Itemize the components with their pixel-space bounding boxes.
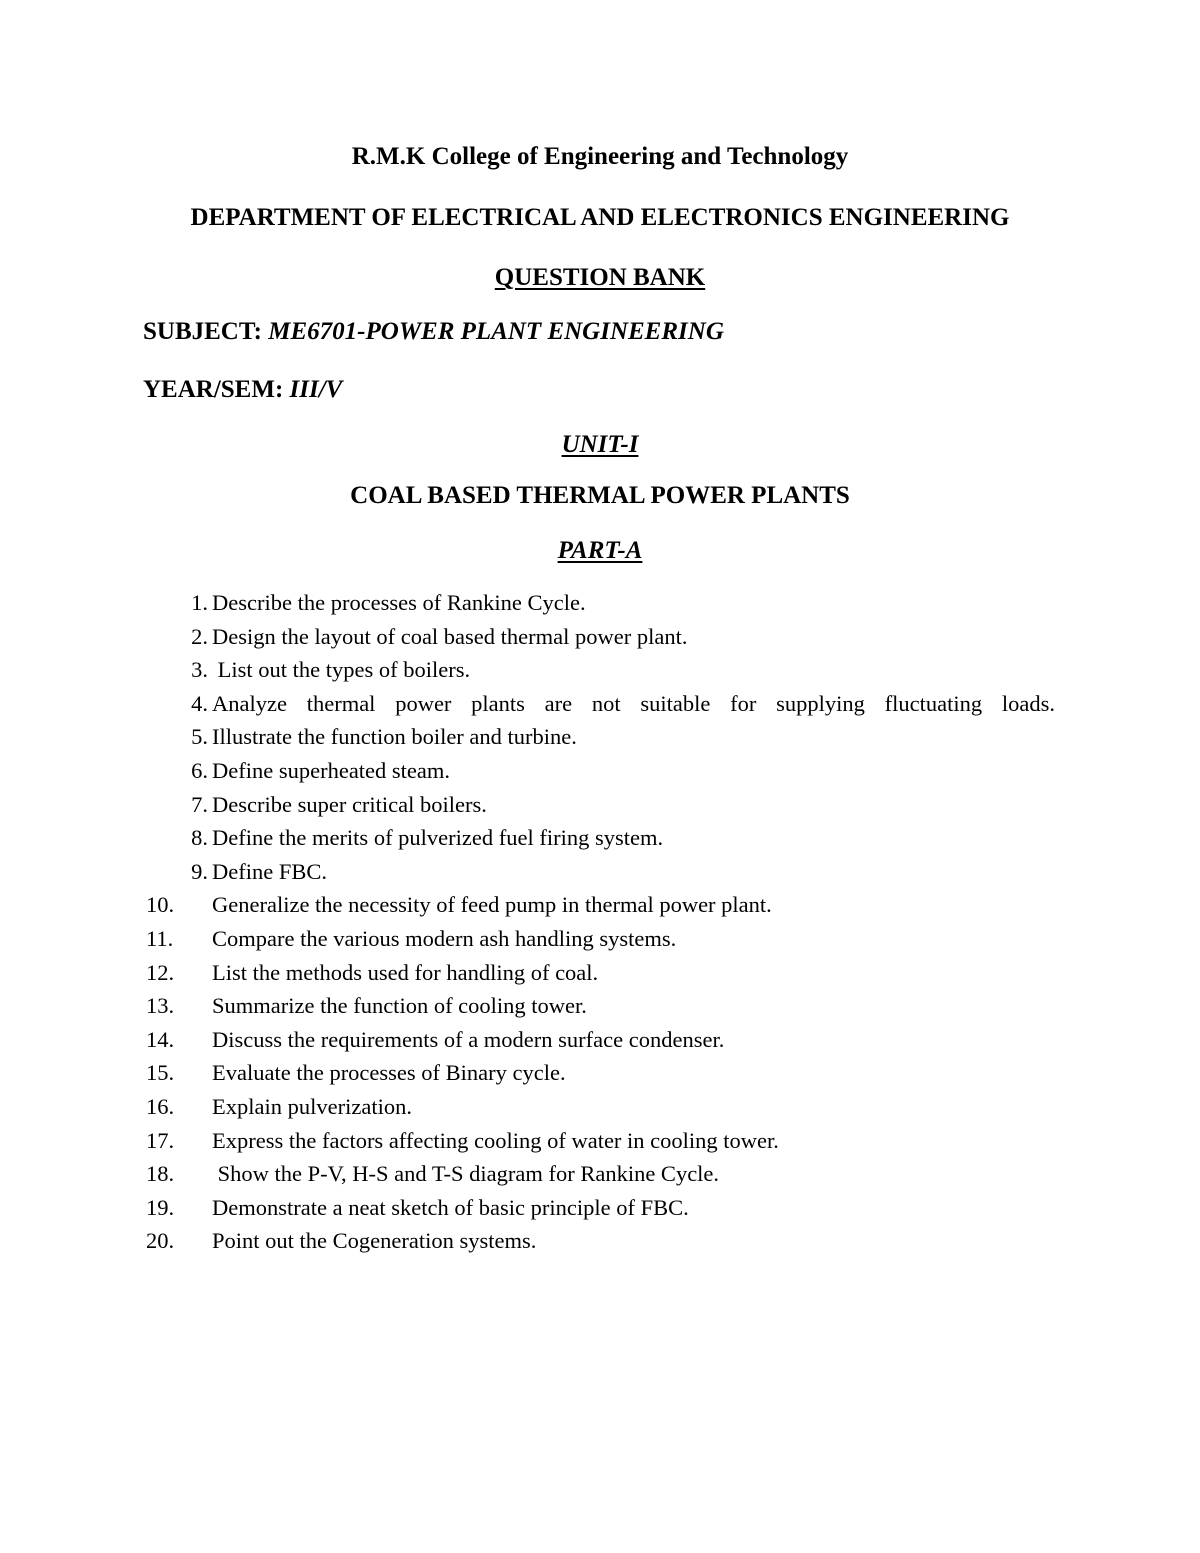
subject-value: ME6701-POWER PLANT ENGINEERING: [268, 318, 724, 345]
question-text: List out the types of boilers.: [212, 657, 471, 683]
unit-heading: [0, 430, 1200, 460]
department-title: DEPARTMENT OF ELECTRICAL AND ELECTRONICS ENGINEERING: [190, 204, 1010, 231]
question-text: Define the merits of pulverized fuel firing system.: [212, 825, 664, 851]
question-text: Explain pulverization.: [212, 1093, 412, 1119]
question-item: [0, 890, 1200, 924]
year-sem-line: [143, 375, 342, 405]
unit-label: UNIT-I: [561, 431, 639, 458]
question-number: 3.: [191, 657, 208, 683]
question-text: Point out the Cogeneration systems.: [212, 1228, 537, 1254]
question-item: [0, 588, 1200, 622]
question-text: Summarize the function of cooling tower.: [212, 993, 587, 1019]
year-sem-label: YEAR/SEM:: [143, 376, 284, 403]
question-item: [0, 1025, 1200, 1059]
question-number: 13.: [146, 993, 175, 1019]
question-item: [0, 1092, 1200, 1126]
question-number: 17.: [146, 1127, 175, 1153]
question-item: [0, 1058, 1200, 1092]
question-text: Generalize the necessity of feed pump in thermal power plant.: [212, 892, 772, 918]
question-text: Analyze thermal power plants are not suitable for supplying fluctuating loads.: [212, 690, 1055, 716]
question-number: 18.: [146, 1161, 175, 1187]
question-item: [0, 1193, 1200, 1227]
subject-label: SUBJECT:: [143, 318, 263, 345]
question-number: 11.: [146, 925, 174, 951]
question-text: List the methods used for handling of coal.: [212, 959, 599, 985]
question-number: 10.: [146, 892, 175, 918]
question-text: Describe super critical boilers.: [212, 791, 487, 817]
question-item: [0, 655, 1200, 689]
doc-title-text: QUESTION BANK: [494, 264, 706, 291]
question-item: [0, 689, 1200, 723]
question-item: [0, 1226, 1200, 1260]
question-number: 1.: [191, 590, 208, 615]
question-number: 4.: [191, 690, 208, 716]
question-number: 7.: [191, 791, 208, 817]
question-number: 14.: [146, 1026, 175, 1052]
question-text: Define FBC.: [212, 858, 327, 884]
question-number: 9.: [191, 858, 208, 884]
doc-title: [0, 263, 1200, 293]
question-number: 15.: [146, 1060, 175, 1086]
question-item: [0, 958, 1200, 992]
question-item: [0, 991, 1200, 1025]
question-text: Evaluate the processes of Binary cycle.: [212, 1060, 566, 1086]
unit-title: COAL BASED THERMAL POWER PLANTS: [350, 482, 850, 509]
question-number: 5.: [191, 724, 208, 750]
college-name: R.M.K College of Engineering and Technology: [351, 143, 849, 170]
part-label: PART-A: [557, 537, 643, 564]
question-item: [0, 823, 1200, 857]
question-number: 20.: [146, 1228, 175, 1254]
question-text: Design the layout of coal based thermal power plant.: [212, 623, 688, 649]
question-item: [0, 924, 1200, 958]
question-item: [0, 1126, 1200, 1160]
question-text: Illustrate the function boiler and turbine.: [212, 724, 577, 750]
question-item: [0, 1159, 1200, 1193]
question-number: 2.: [191, 623, 208, 649]
question-text: Express the factors affecting cooling of water in cooling tower.: [212, 1127, 779, 1153]
question-text: Describe the processes of Rankine Cycle.: [212, 590, 586, 615]
question-list: [0, 588, 1200, 1260]
question-text: Show the P-V, H-S and T-S diagram for Rankine Cycle.: [212, 1161, 720, 1187]
question-number: 16.: [146, 1093, 175, 1119]
question-number: 12.: [146, 959, 175, 985]
question-number: 6.: [191, 757, 208, 783]
year-sem-value: III/V: [289, 376, 343, 403]
question-text: Demonstrate a neat sketch of basic principle of FBC.: [212, 1194, 689, 1220]
question-item: [0, 790, 1200, 824]
subject-line: [143, 317, 724, 347]
question-item: [0, 722, 1200, 756]
question-number: 19.: [146, 1194, 175, 1220]
question-text: Discuss the requirements of a modern surface condenser.: [212, 1026, 725, 1052]
question-text: Compare the various modern ash handling systems.: [212, 925, 677, 951]
question-item: [0, 756, 1200, 790]
question-item: [0, 622, 1200, 656]
question-text: Define superheated steam.: [212, 757, 451, 783]
question-item: [0, 857, 1200, 891]
part-heading: [0, 536, 1200, 566]
question-number: 8.: [191, 825, 208, 851]
